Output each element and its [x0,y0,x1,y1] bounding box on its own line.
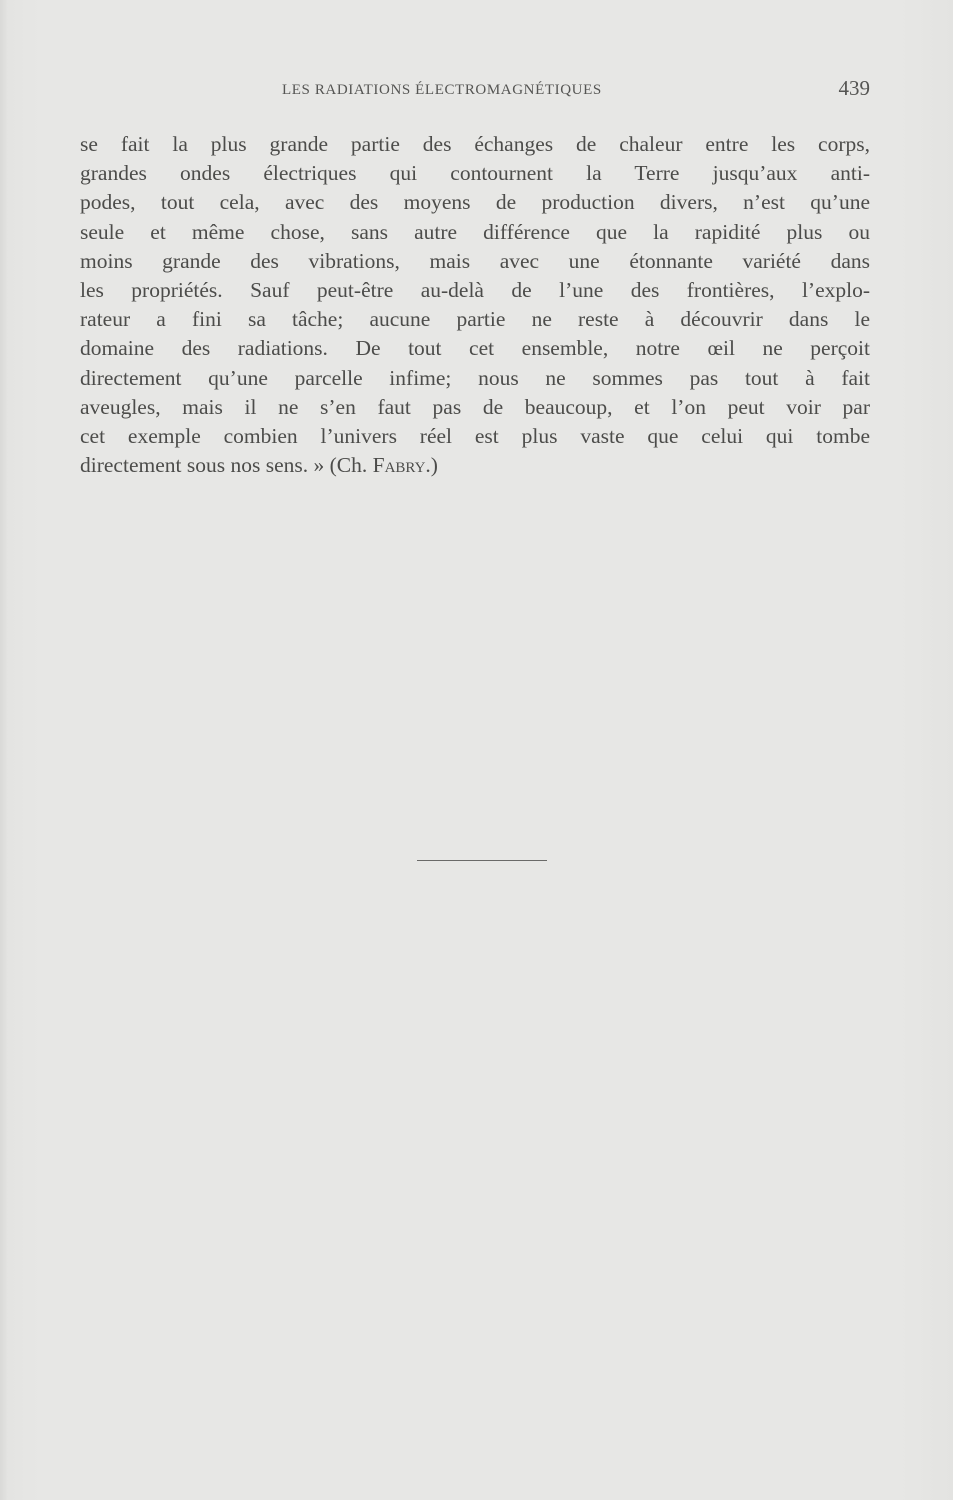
text-line: domaine des radiations. De tout cet ensemble, notre œil ne perçoit [80,336,870,361]
text-line: les propriétés. Sauf peut-être au-delà de l’une des frontières, l’explo- [80,277,870,302]
text-line: rateur a fini sa tâche; aucune partie ne reste à découvrir dans le [80,307,870,332]
section-end-rule [417,860,547,861]
page-header [80,76,870,104]
attribution-close: .) [425,453,438,478]
text-line: grandes ondes électriques qui contournent la Terre jusqu’aux anti- [80,161,870,186]
text-line: cet exemple combien l’univers réel est plus vaste que celui qui tombe [80,423,870,448]
final-line-text: directement sous nos sens. » (Ch. [80,453,373,478]
text-line-final [80,451,870,480]
text-line: se fait la plus grande partie des échanges de chaleur entre les corps, [80,132,870,156]
text-line: podes, tout cela, avec des moyens de production divers, n’est qu’une [80,190,870,215]
body-paragraph [80,130,870,480]
running-title: LES RADIATIONS ÉLECTROMAGNÉTIQUES [282,82,602,98]
text-line: seule et même chose, sans autre différence que la rapidité plus ou [80,219,870,244]
text-line: directement qu’une parcelle infime; nous ne sommes pas tout à fait [80,365,870,390]
text-line: aveugles, mais il ne s’en faut pas de beaucoup, et l’on peut voir par [80,394,870,419]
text-line: moins grande des vibrations, mais avec une étonnante variété dans [80,248,870,273]
attribution-name: Fabry [372,453,426,478]
page-number: 439 [838,76,870,100]
